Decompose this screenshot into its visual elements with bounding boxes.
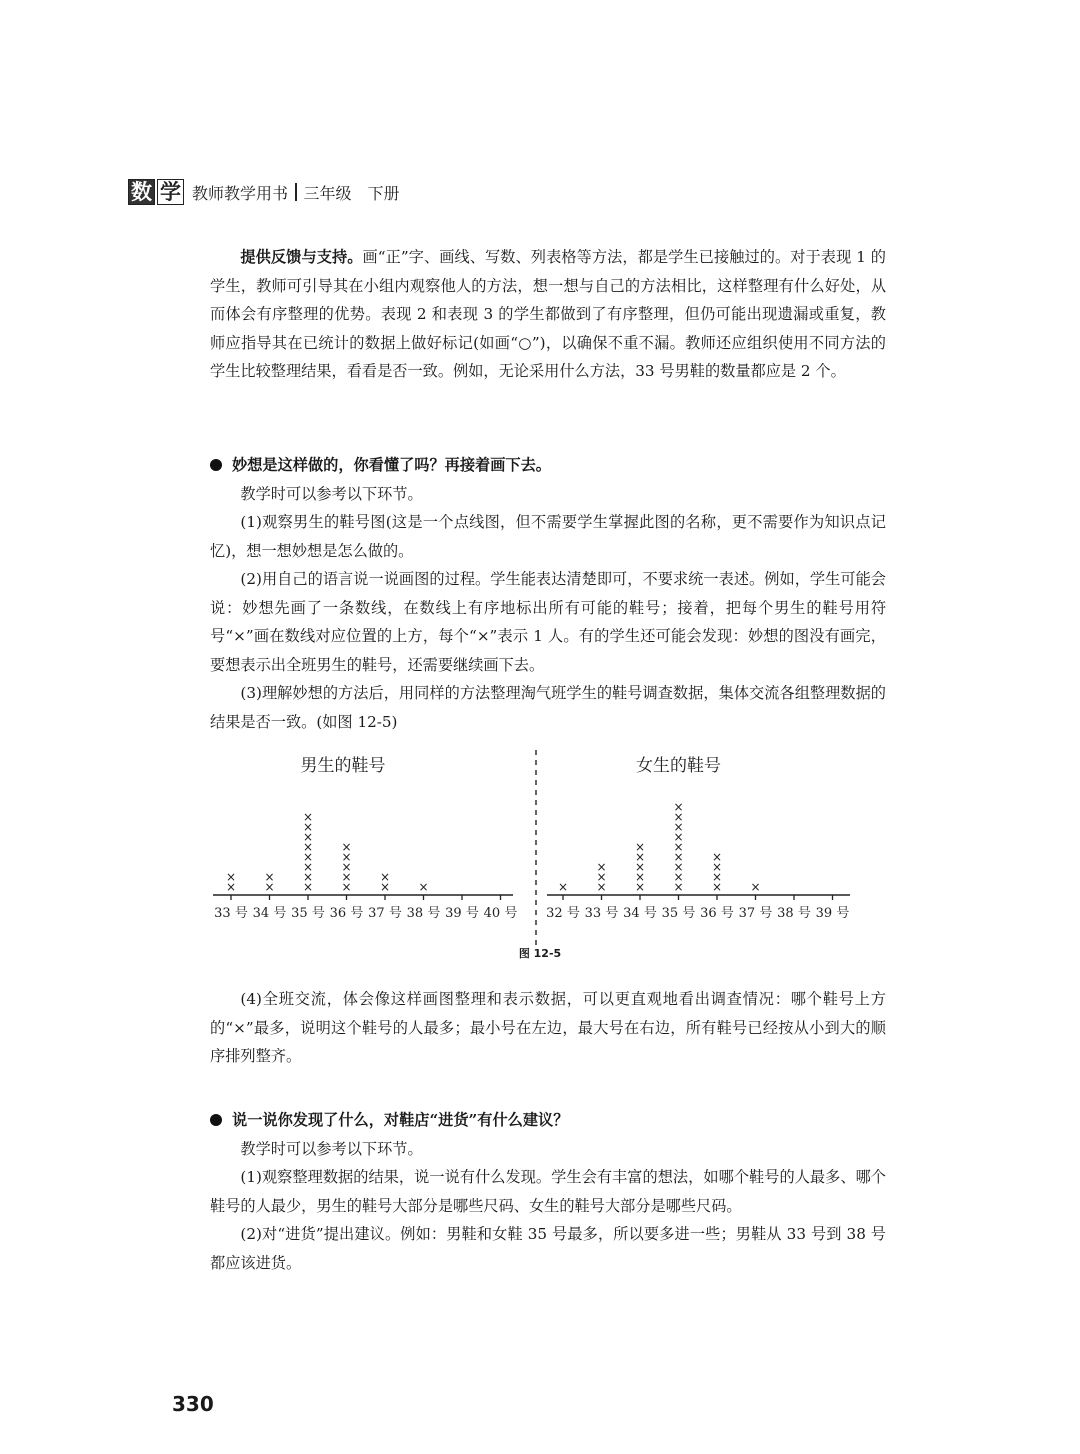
logo-char-2: 学	[157, 179, 184, 205]
tick-label: 35 号	[291, 906, 325, 921]
tick-label: 39 号	[445, 906, 479, 921]
section-suggestions	[210, 1106, 886, 1277]
x-mark: ×	[341, 840, 352, 854]
bullet-icon	[210, 459, 222, 471]
x-mark: ×	[379, 870, 391, 884]
logo-char-1: 数	[128, 179, 155, 205]
x-mark: ×	[634, 880, 646, 894]
x-mark: ×	[673, 870, 684, 884]
x-mark: ×	[711, 870, 723, 884]
x-mark: ×	[341, 850, 352, 864]
tick-label: 34 号	[623, 906, 657, 921]
section2-step-1: (1)观察男生的鞋号图(这是一个点线图，但不需要学生掌握此图的名称，更不需要作为知识点记忆)，想一想妙想是怎么做的。	[210, 513, 886, 560]
section2-step-4: (4)全班交流，体会像这样画图整理和表示数据，可以更直观地看出调查情况：哪个鞋号上方的“×”最多，说明这个鞋号的人最多；最小号在左边，最大号在右边，所有鞋号已经按从小到大的顺序排列整齐。	[210, 990, 886, 1065]
x-mark: ×	[418, 880, 429, 894]
x-mark: ×	[673, 800, 684, 814]
x-mark: ×	[302, 810, 314, 824]
shoe-size-figure	[205, 745, 895, 950]
section3-step-2: (2)对“进货”提出建议。例如：男鞋和女鞋 35 号最多，所以要多进一些；男鞋从 33 号到 38 号都应该进货。	[210, 1225, 886, 1272]
x-mark: ×	[225, 880, 237, 894]
x-mark: ×	[341, 870, 352, 884]
feedback-paragraph	[210, 243, 886, 386]
section3-heading: 说一说你发现了什么，对鞋店“进货”有什么建议？	[210, 1106, 886, 1135]
x-mark: ×	[673, 860, 684, 874]
section-miaoxiang	[210, 451, 886, 736]
x-mark: ×	[557, 880, 569, 894]
tick-label: 38 号	[406, 906, 441, 921]
tick-label: 34 号	[252, 906, 287, 921]
bullet-icon	[210, 1114, 222, 1126]
x-mark: ×	[302, 870, 314, 884]
x-mark: ×	[634, 870, 646, 884]
x-mark: ×	[302, 860, 314, 874]
volume-label: 下册	[367, 183, 400, 203]
chart-title: 女生的鞋号	[636, 756, 721, 776]
subject-logo	[128, 179, 184, 205]
feedback-lead: 提供反馈与支持。	[240, 248, 363, 266]
grade-label: 三年级	[303, 183, 352, 203]
boys-dot-plot	[213, 756, 517, 921]
section3-intro: 教学时可以参考以下环节。	[240, 1139, 423, 1158]
x-mark: ×	[673, 850, 684, 864]
tick-label: 40 号	[483, 906, 518, 921]
tick-label: 38 号	[777, 906, 811, 921]
x-mark: ×	[673, 840, 684, 854]
x-mark: ×	[750, 880, 761, 894]
x-mark: ×	[264, 880, 275, 894]
x-mark: ×	[673, 830, 684, 844]
section2-heading: 妙想是这样做的，你看懂了吗？再接着画下去。	[210, 451, 886, 480]
x-mark: ×	[711, 850, 723, 864]
x-mark: ×	[302, 820, 314, 834]
section-feedback	[210, 243, 886, 386]
x-mark: ×	[341, 860, 352, 874]
x-mark: ×	[302, 850, 314, 864]
x-mark: ×	[596, 880, 607, 894]
x-mark: ×	[673, 880, 684, 894]
tick-label: 33 号	[584, 906, 619, 921]
section-step4	[210, 985, 886, 1071]
x-mark: ×	[302, 840, 314, 854]
x-mark: ×	[596, 860, 607, 874]
x-mark: ×	[673, 810, 684, 824]
x-mark: ×	[302, 880, 314, 894]
section3-step-1: (1)观察整理数据的结果，说一说有什么发现。学生会有丰富的想法，如哪个鞋号的人最多、哪个鞋号的人最少，男生的鞋号大部分是哪些尺码、女生的鞋号大部分是哪些尺码。	[210, 1168, 886, 1215]
x-mark: ×	[264, 870, 275, 884]
page-header	[128, 176, 400, 208]
tick-label: 33 号	[214, 906, 248, 921]
section2-intro: 教学时可以参考以下环节。	[240, 484, 423, 503]
tick-label: 35 号	[661, 906, 696, 921]
x-mark: ×	[711, 880, 723, 894]
page-number: 330	[172, 1392, 214, 1416]
tick-label: 37 号	[738, 906, 773, 921]
x-mark: ×	[225, 870, 237, 884]
chart-title: 男生的鞋号	[300, 756, 386, 776]
header-divider	[295, 183, 297, 201]
figure-caption: 图 12-5	[518, 947, 562, 960]
x-mark: ×	[634, 850, 646, 864]
tick-label: 36 号	[700, 906, 734, 921]
x-mark: ×	[673, 820, 684, 834]
girls-dot-plot	[546, 756, 850, 921]
x-mark: ×	[711, 860, 723, 874]
tick-label: 36 号	[329, 906, 364, 921]
tick-label: 39 号	[815, 906, 850, 921]
x-mark: ×	[634, 860, 646, 874]
tick-label: 32 号	[546, 906, 580, 921]
x-mark: ×	[341, 880, 352, 894]
x-mark: ×	[596, 870, 607, 884]
feedback-text: 画“正”字、画线、写数、列表格等方法，都是学生已接触过的。对于表现 1 的学生，教师可引导其在小组内观察他人的方法，想一想与自己的方法相比，这样整理有什么好处，从而体会有序整理的优势。表现 2 和表现 3 的学生都做到了有序整理，但仍可能出现遗漏或重复，教师应指导其在已统计的数据上做好标记(如画“○”)，以确保不重不漏。教师还应组织使用不同方法的学生比较整理结果，看看是否一致。例如，无论采用什么方法，33 号男鞋的数量都应是 2 个。	[210, 248, 886, 380]
section2-step-3: (3)理解妙想的方法后，用同样的方法整理淘气班学生的鞋号调查数据，集体交流各组整理数据的结果是否一致。(如图 12-5)	[210, 684, 886, 731]
section2-step-2: (2)用自己的语言说一说画图的过程。学生能表达清楚即可，不要求统一表述。例如，学生可能会说：妙想先画了一条数线，在数线上有序地标出所有可能的鞋号；接着，把每个男生的鞋号用符号“×”画在数线对应位置的上方，每个“×”表示 1 人。有的学生还可能会发现：妙想的图没有画完，要想表示出全班男生的鞋号，还需要继续画下去。	[210, 570, 886, 674]
x-mark: ×	[634, 840, 646, 854]
x-mark: ×	[302, 830, 314, 844]
x-mark: ×	[379, 880, 391, 894]
book-title: 教师教学用书	[192, 183, 289, 203]
tick-label: 37 号	[368, 906, 402, 921]
